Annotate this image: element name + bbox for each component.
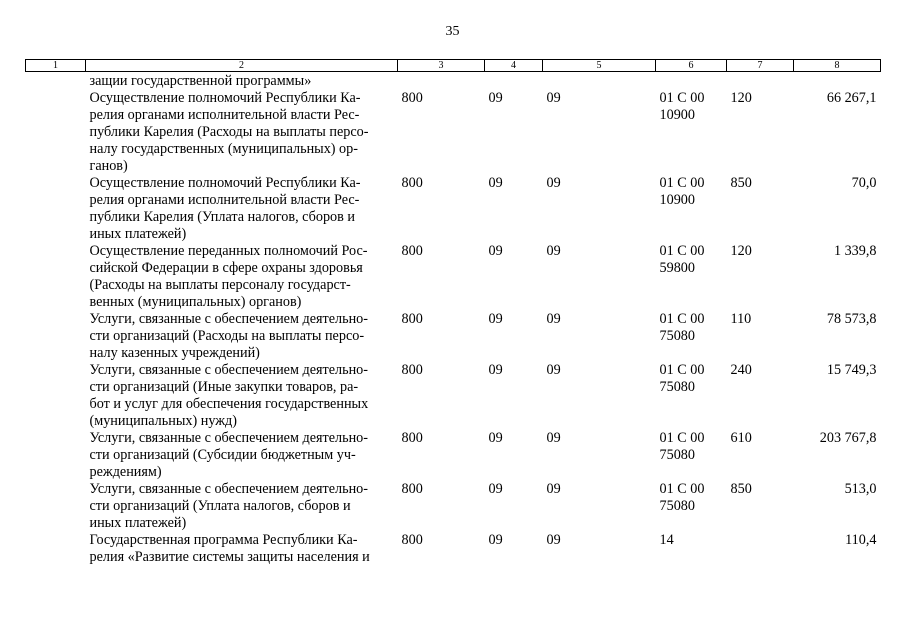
- name-line: релия органами исполнительной власти Рес-: [89, 192, 360, 208]
- cell-c6: 01 С 00 75080: [659, 430, 705, 463]
- continuation-row: [26, 72, 881, 91]
- cell-col1: [26, 311, 86, 362]
- cell-c3: 800: [401, 481, 423, 497]
- table-row: [26, 481, 881, 532]
- name-line: релия «Развитие системы защиты населения и: [89, 549, 370, 565]
- name-line: сийской Федерации в сфере охраны здоровья: [89, 260, 363, 276]
- name-line: сти организаций (Уплата налогов, сборов и: [89, 498, 351, 514]
- cell-c8: 70,0: [851, 175, 877, 191]
- name-line: сти организаций (Субсидии бюджетным уч-: [89, 447, 356, 463]
- cell-col1: [26, 481, 86, 532]
- cell-col1: [26, 175, 86, 243]
- cell-c8: 78 573,8: [826, 311, 877, 327]
- cell-c5: 09: [546, 175, 561, 191]
- table-row: [26, 90, 881, 175]
- cell-c4: 09: [488, 362, 503, 378]
- cell-c6: 01 С 00 75080: [659, 481, 705, 514]
- name-line: Осуществление полномочий Республики Ка-: [89, 175, 361, 191]
- cell-c7: 120: [730, 243, 752, 259]
- cell-name: [86, 532, 398, 566]
- cell-c8: 203 767,8: [819, 430, 877, 446]
- cell-c5: 09: [546, 481, 561, 497]
- table-row: [26, 532, 881, 566]
- name-line: Услуги, связанные с обеспечением деятельно-: [89, 362, 369, 378]
- table-row: [26, 311, 881, 362]
- name-line: реждениям): [89, 464, 162, 480]
- cell-c4: 09: [488, 430, 503, 446]
- cell-c8: 513,0: [844, 481, 877, 497]
- cell-c8: 66 267,1: [826, 90, 877, 106]
- column-header-3: 3: [398, 60, 485, 72]
- cell-c6: 01 С 00 59800: [659, 243, 705, 276]
- cell-c6: 01 С 00 75080: [659, 311, 705, 344]
- cell-c5: 09: [546, 430, 561, 446]
- cell-c8: 110,4: [845, 532, 877, 548]
- name-line: налу государственных (муниципальных) ор-: [89, 141, 358, 157]
- cell-c7: 850: [730, 175, 752, 191]
- name-line: сти организаций (Иные закупки товаров, ра-: [89, 379, 359, 395]
- cell-c5: 09: [546, 362, 561, 378]
- cell-c3: 800: [401, 175, 423, 191]
- cell-name: [86, 243, 398, 311]
- cell-c5: 09: [546, 243, 561, 259]
- cell-c4: 09: [488, 175, 503, 191]
- cell-c6: 14: [659, 532, 674, 548]
- table-row: [26, 362, 881, 430]
- table-row: [26, 243, 881, 311]
- cell-c5: 09: [546, 532, 561, 548]
- table-row: [26, 430, 881, 481]
- cell-c6: 01 С 00 10900: [659, 175, 705, 208]
- column-header-2: 2: [86, 60, 398, 72]
- name-line: ганов): [89, 158, 128, 174]
- cell-name: [86, 90, 398, 175]
- name-line: публики Карелия (Расходы на выплаты персо-: [89, 124, 369, 140]
- name-line: иных платежей): [89, 515, 187, 531]
- budget-table: [25, 59, 881, 566]
- page-number: 35: [445, 24, 460, 39]
- cell-c6: 01 С 00 10900: [659, 90, 705, 123]
- cell-c7: 850: [730, 481, 752, 497]
- cell-col1: [26, 532, 86, 566]
- name-line: бот и услуг для обеспечения государственных: [89, 396, 369, 412]
- cell-c3: 800: [401, 532, 423, 548]
- cell-name: [86, 430, 398, 481]
- cell-c4: 09: [488, 243, 503, 259]
- cell-c3: 800: [401, 362, 423, 378]
- cell-name: [86, 311, 398, 362]
- table-row: [26, 175, 881, 243]
- cell-c7: [727, 532, 794, 566]
- cell-c4: 09: [488, 90, 503, 106]
- column-header-5: 5: [543, 60, 656, 72]
- cell-c4: 09: [488, 481, 503, 497]
- name-line: Осуществление переданных полномочий Рос-: [89, 243, 368, 259]
- cell-col1: [26, 362, 86, 430]
- name-line: Услуги, связанные с обеспечением деятельно-: [89, 430, 369, 446]
- cell-col1: [26, 430, 86, 481]
- name-line: (Расходы на выплаты персоналу государст-: [89, 277, 351, 293]
- cell-c3: 800: [401, 311, 423, 327]
- cell-c5: 09: [546, 311, 561, 327]
- cell-c8: 15 749,3: [826, 362, 877, 378]
- cell-col1: [26, 72, 86, 91]
- cell-c4: 09: [488, 311, 503, 327]
- cell-col1: [26, 243, 86, 311]
- name-line: Услуги, связанные с обеспечением деятельно-: [89, 311, 369, 327]
- name-line: сти организаций (Расходы на выплаты персо-: [89, 328, 365, 344]
- cell-name: [86, 362, 398, 430]
- name-line: релия органами исполнительной власти Рес-: [89, 107, 360, 123]
- cell-c3: 800: [401, 90, 423, 106]
- cell-c7: 110: [730, 311, 752, 327]
- cell-name: [86, 481, 398, 532]
- name-line: венных (муниципальных) органов): [89, 294, 302, 310]
- cell-col1: [26, 90, 86, 175]
- column-header-4: 4: [485, 60, 543, 72]
- column-header-6: 6: [656, 60, 727, 72]
- continuation-text: защии государственной программы»: [89, 73, 312, 89]
- column-header-1: 1: [26, 60, 86, 72]
- name-line: (муниципальных) нужд): [89, 413, 237, 429]
- cell-c8: 1 339,8: [833, 243, 877, 259]
- cell-c4: 09: [488, 532, 503, 548]
- name-line: публики Карелия (Уплата налогов, сборов и: [89, 209, 355, 225]
- cell-name: [86, 175, 398, 243]
- cell-c7: 610: [730, 430, 752, 446]
- name-line: Осуществление полномочий Республики Ка-: [89, 90, 361, 106]
- cell-c7: 240: [730, 362, 752, 378]
- name-line: иных платежей): [89, 226, 187, 242]
- column-header-7: 7: [727, 60, 794, 72]
- name-line: Государственная программа Республики Ка-: [89, 532, 358, 548]
- column-number-row: [26, 60, 881, 72]
- cell-c7: 120: [730, 90, 752, 106]
- name-line: налу казенных учреждений): [89, 345, 260, 361]
- cell-c5: 09: [546, 90, 561, 106]
- column-header-8: 8: [794, 60, 881, 72]
- cell-c3: 800: [401, 430, 423, 446]
- name-line: Услуги, связанные с обеспечением деятельно-: [89, 481, 369, 497]
- cell-c3: 800: [401, 243, 423, 259]
- cell-c6: 01 С 00 75080: [659, 362, 705, 395]
